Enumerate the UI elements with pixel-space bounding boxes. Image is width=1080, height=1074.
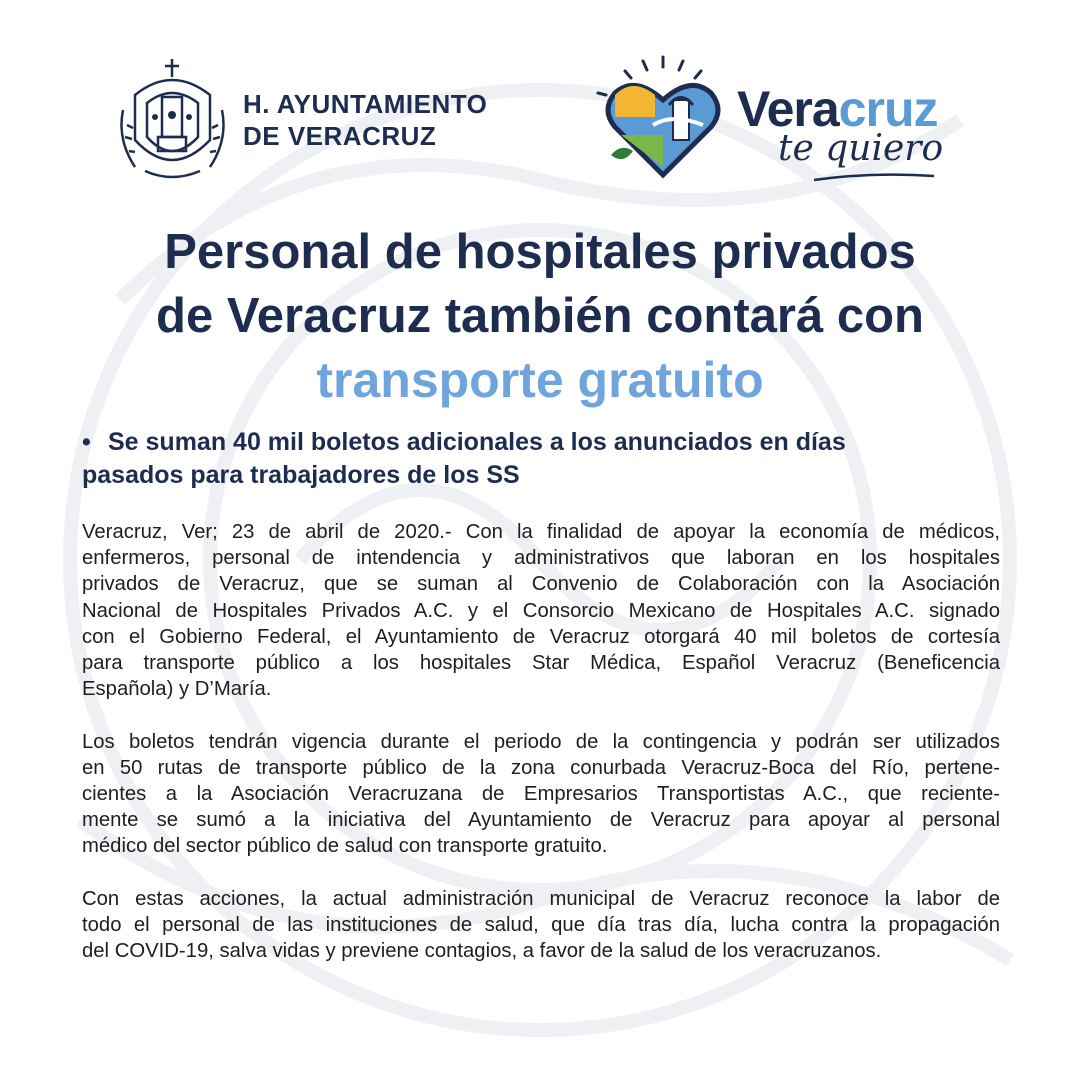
paragraph-line: Veracruz, Ver; 23 de abril de 2020.- Con la finalidad de apoyar la economía de médicos,: [82, 521, 1000, 543]
header: [0, 0, 1080, 200]
paragraph-line: mente se sumó a la iniciativa del Ayuntamiento de Veracruz para apoyar al personal: [82, 809, 1000, 832]
paragraph-line: Los boletos tendrán vigencia durante el periodo de la contingencia y podrán ser utilizados: [82, 730, 1000, 753]
paragraph-line: con el Gobierno Federal, el Ayuntamiento de Veracruz otorgará 40 mil boletos de cortesía: [82, 625, 1000, 648]
article-body: [82, 519, 1000, 991]
brand-vera: Vera: [737, 81, 839, 137]
headline: [60, 220, 1020, 412]
paragraph-line: para transporte público a los hospitales Star Médica, Español Veracruz (Beneficencia: [82, 652, 1000, 675]
bullet-line-1: Se suman 40 mil boletos adicionales a los anunciados en días: [108, 428, 846, 456]
headline-line-2: de Veracruz también contará con: [156, 289, 924, 343]
brand-cruz: cruz: [838, 81, 938, 137]
paragraph-line: en 50 rutas de transporte público de la zona conurbada Veracruz-Boca del Río, pertene-: [82, 756, 1000, 779]
headline-line-1: [60, 220, 1020, 284]
tagline-underline: [812, 170, 937, 184]
paragraph-line: del COVID-19, salva vidas y previene contagios, a favor de la salud de los veracruzanos.: [82, 940, 882, 963]
paragraph-line: Española) y D’María.: [82, 678, 272, 701]
headline-line-3: transporte gratuito: [316, 352, 764, 408]
bullet-line-2: pasados para trabajadores de los SS: [82, 461, 520, 489]
paragraph-line: Nacional de Hospitales Privados A.C. y el Consorcio Mexicano de Hospitales A.C. signado: [82, 599, 1000, 622]
paragraph-2: [82, 729, 1000, 860]
headline-line-1-a: Personal de: [164, 225, 456, 279]
brand-tagline: te quiero: [778, 128, 944, 169]
ayuntamiento-name: [243, 88, 487, 152]
paragraph-3: [82, 886, 1000, 965]
paragraph-line: Con estas acciones, la actual administración municipal de Veracruz reconoce la labor de: [82, 887, 1000, 910]
paragraph-line: privados de Veracruz, que se suman al Convenio de Colaboración con la Asociación: [82, 573, 1000, 596]
paragraph-line: médico del sector público de salud con transporte gratuito.: [82, 835, 608, 858]
heart-sun-logo-icon: [593, 55, 733, 185]
subheading-bullet: [82, 426, 1007, 492]
ayuntamiento-line-2: DE VERACRUZ: [243, 121, 437, 151]
headline-line-1-b: hospitales privados: [455, 225, 916, 279]
paragraph-1: [82, 519, 1000, 702]
ayuntamiento-line-1: H. AYUNTAMIENTO: [243, 89, 488, 119]
paragraph-line: todo el personal de las instituciones de salud, que día tras día, lucha contra la propagación: [82, 914, 1000, 937]
coat-of-arms-icon: [115, 55, 230, 185]
paragraph-line: enfermeros, personal de intendencia y administrativos que laboran en los hospitales: [82, 547, 1000, 570]
paragraph-line: cientes a la Asociación Veracruzana de Empresarios Transportistas A.C., que reciente-: [82, 783, 1000, 806]
bullet-dot: •: [82, 428, 91, 456]
